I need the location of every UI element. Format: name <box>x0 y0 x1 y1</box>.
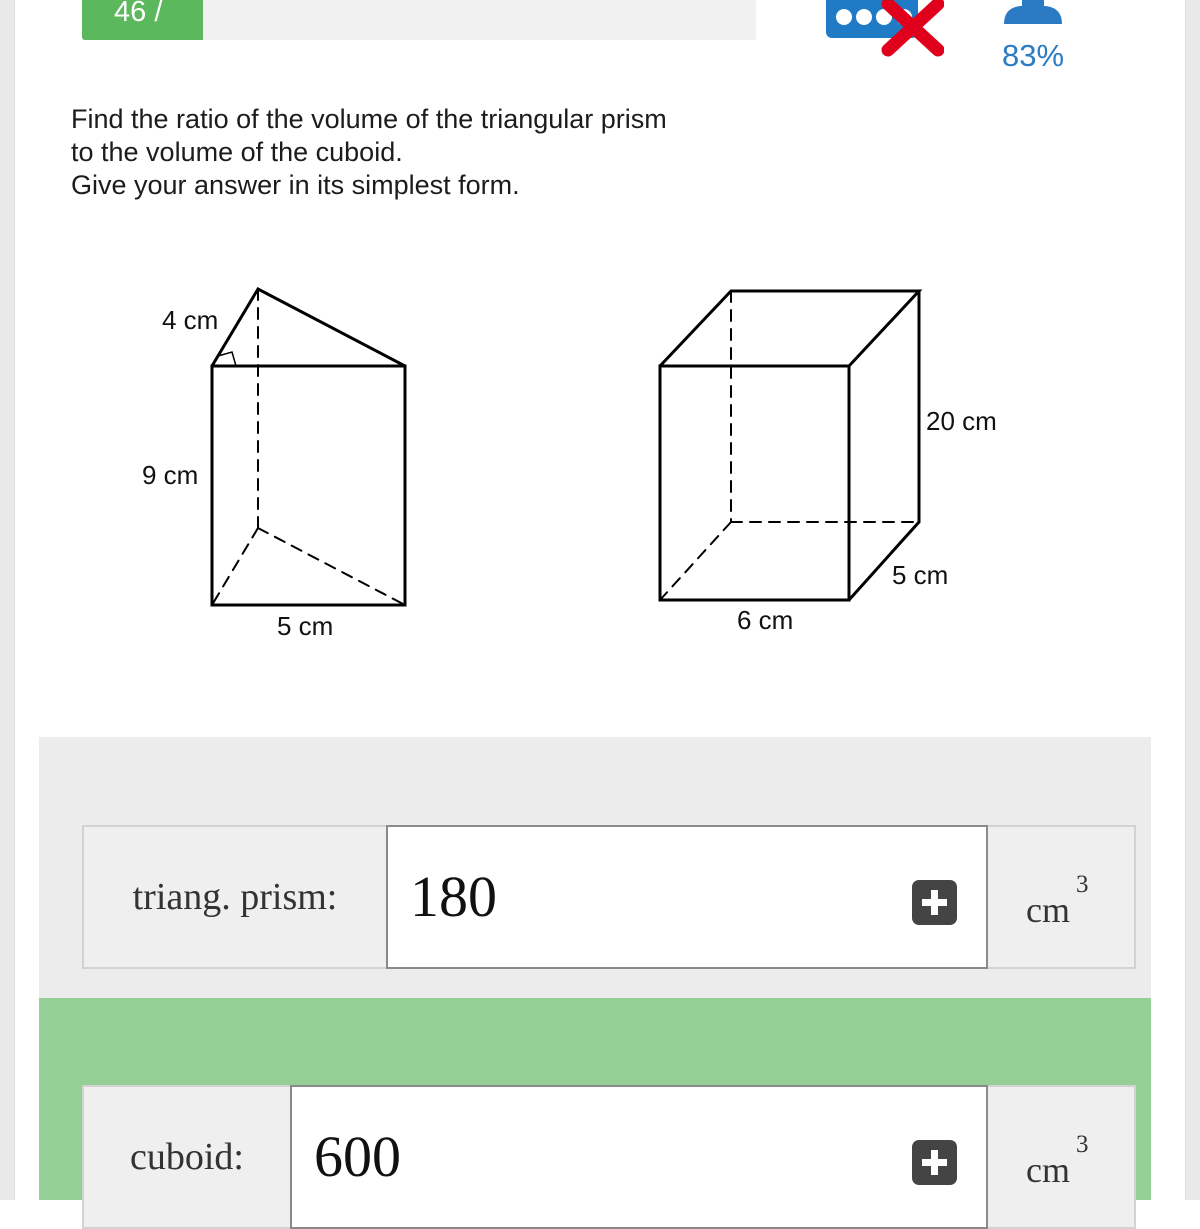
prism-top-label: 4 cm <box>162 305 219 335</box>
triangular-prism <box>212 289 405 605</box>
plus-icon[interactable] <box>912 1140 957 1185</box>
cuboid-depth-label: 5 cm <box>892 560 949 590</box>
unit-cm3 <box>986 1087 1136 1227</box>
page-left-edge <box>0 0 15 1200</box>
answer-row-prism <box>82 825 1136 969</box>
answer-label: cuboid: <box>130 1136 244 1178</box>
progress-bar-fill <box>82 0 203 40</box>
page-right-edge <box>1185 0 1200 1200</box>
plus-icon[interactable] <box>912 880 957 925</box>
unit-base: cm <box>1026 1150 1070 1190</box>
unit-cm3 <box>986 827 1136 967</box>
cuboid-volume-input[interactable] <box>290 1085 988 1229</box>
question-line: Give your answer in its simplest form. <box>71 170 520 200</box>
question-line: to the volume of the cuboid. <box>71 137 403 167</box>
score-percentage: 83% <box>1001 38 1065 73</box>
unit-base: cm <box>1026 890 1070 930</box>
progress-bar <box>82 0 756 40</box>
dice-counter-icon <box>826 0 944 58</box>
cuboid-width-label: 6 cm <box>737 605 794 635</box>
cuboid-height-label: 20 cm <box>926 406 997 436</box>
question-line: Find the ratio of the volume of the triangular prism <box>71 104 667 134</box>
progress-label: 46 / <box>114 0 163 28</box>
input-value: 180 <box>410 864 497 929</box>
unit-exponent: 3 <box>1076 1131 1089 1158</box>
cuboid <box>660 291 919 600</box>
prism-height-label: 9 cm <box>142 460 199 490</box>
answer-row-cuboid <box>82 1085 1136 1229</box>
question-text <box>71 103 771 202</box>
input-value: 600 <box>314 1124 401 1189</box>
answer-label: triang. prism: <box>132 876 338 918</box>
prism-base-label: 5 cm <box>277 611 334 641</box>
person-icon <box>1000 0 1066 24</box>
prism-volume-input[interactable] <box>386 825 988 969</box>
unit-exponent: 3 <box>1076 871 1089 898</box>
